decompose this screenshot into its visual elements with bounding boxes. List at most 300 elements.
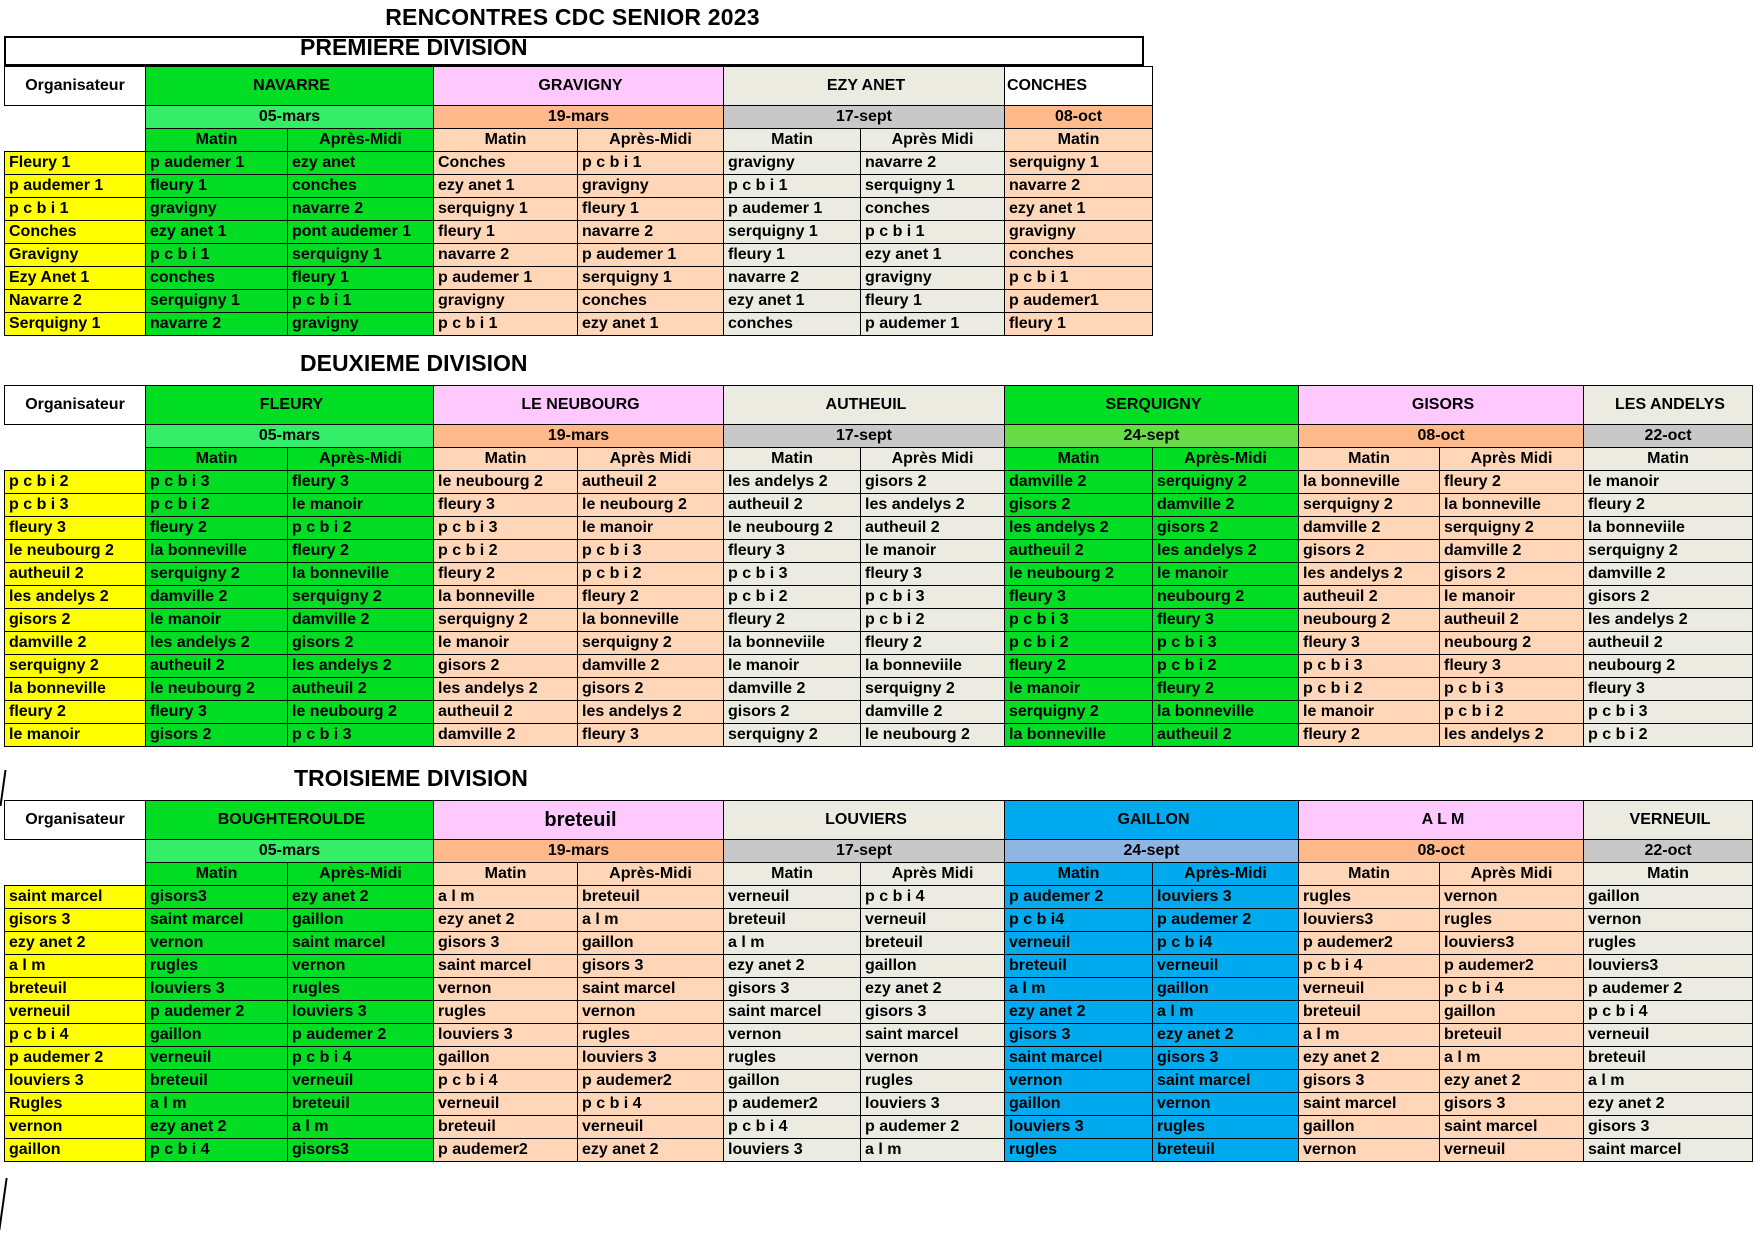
opponent-cell: gisors 3 [1299, 1070, 1440, 1093]
session-label: Matin [724, 448, 861, 471]
opponent-cell: breteuil [1584, 1047, 1753, 1070]
session-label: Matin [434, 448, 578, 471]
opponent-cell: breteuil [724, 909, 861, 932]
opponent-cell: conches [146, 267, 288, 290]
opponent-cell: breteuil [1440, 1024, 1584, 1047]
session-label: Après-Midi [288, 129, 434, 152]
team-name: le manoir [5, 724, 146, 747]
opponent-cell: gisors 3 [434, 932, 578, 955]
table-row [5, 1047, 1753, 1070]
team-name: serquigny 2 [5, 655, 146, 678]
session-label: Matin [1005, 448, 1153, 471]
opponent-cell: louviers3 [1584, 955, 1753, 978]
opponent-cell: p c b i 1 [578, 152, 724, 175]
session-label: Matin [1299, 863, 1440, 886]
table-row [5, 609, 1753, 632]
table-row [5, 152, 1153, 175]
session-label: Matin [724, 129, 861, 152]
team-name: p c b i 3 [5, 494, 146, 517]
opponent-cell: le manoir [434, 632, 578, 655]
table-row [5, 701, 1753, 724]
opponent-cell: fleury 2 [288, 540, 434, 563]
opponent-cell: p c b i 1 [146, 244, 288, 267]
host-name: FLEURY [146, 386, 434, 425]
opponent-cell: navarre 2 [288, 198, 434, 221]
opponent-cell: p c b i 4 [1584, 1001, 1753, 1024]
team-name: Rugles [5, 1093, 146, 1116]
opponent-cell: gisors 3 [724, 978, 861, 1001]
session-row [5, 448, 1753, 471]
opponent-cell: saint marcel [861, 1024, 1005, 1047]
opponent-cell: saint marcel [146, 909, 288, 932]
opponent-cell: serquigny 2 [1584, 540, 1753, 563]
opponent-cell: ezy anet 2 [1584, 1093, 1753, 1116]
opponent-cell: damville 2 [288, 609, 434, 632]
opponent-cell: vernon [288, 955, 434, 978]
opponent-cell: fleury 3 [578, 724, 724, 747]
opponent-cell: les andelys 2 [1584, 609, 1753, 632]
opponent-cell: p audemer 1 [578, 244, 724, 267]
opponent-cell: p c b i 3 [1440, 678, 1584, 701]
opponent-cell: le neubourg 2 [434, 471, 578, 494]
host-name: GISORS [1299, 386, 1584, 425]
opponent-cell: le manoir [1005, 678, 1153, 701]
opponent-cell: a l m [1440, 1047, 1584, 1070]
table-row [5, 1070, 1753, 1093]
host-date: 19-mars [434, 106, 724, 129]
opponent-cell: breteuil [861, 932, 1005, 955]
opponent-cell: fleury 3 [288, 471, 434, 494]
opponent-cell: a l m [1584, 1070, 1753, 1093]
host-date: 17-sept [724, 106, 1005, 129]
opponent-cell: gaillon [1153, 978, 1299, 1001]
opponent-cell: gisors 2 [288, 632, 434, 655]
opponent-cell: gaillon [1584, 886, 1753, 909]
opponent-cell: louviers 3 [288, 1001, 434, 1024]
team-name: verneuil [5, 1001, 146, 1024]
host-name: AUTHEUIL [724, 386, 1005, 425]
opponent-cell: autheuil 2 [1005, 540, 1153, 563]
session-label: Après Midi [861, 863, 1005, 886]
opponent-cell: breteuil [1299, 1001, 1440, 1024]
opponent-cell: breteuil [1153, 1139, 1299, 1162]
host-date: 17-sept [724, 840, 1005, 863]
opponent-cell: autheuil 2 [1153, 724, 1299, 747]
opponent-cell: les andelys 2 [1299, 563, 1440, 586]
session-label: Après Midi [861, 129, 1005, 152]
opponent-cell: serquigny 2 [146, 563, 288, 586]
opponent-cell: a l m [861, 1139, 1005, 1162]
host-name: VERNEUIL [1584, 801, 1753, 840]
opponent-cell: ezy anet 1 [724, 290, 861, 313]
session-label: Matin [434, 129, 578, 152]
session-label: Après-Midi [288, 863, 434, 886]
opponent-cell: la bonneviile [724, 632, 861, 655]
opponent-cell: louviers 3 [146, 978, 288, 1001]
opponent-cell: louviers 3 [578, 1047, 724, 1070]
opponent-cell: autheuil 2 [1299, 586, 1440, 609]
opponent-cell: saint marcel [724, 1001, 861, 1024]
opponent-cell: gisors 2 [724, 701, 861, 724]
session-label: Après Midi [578, 448, 724, 471]
opponent-cell: damville 2 [1005, 471, 1153, 494]
table-row [5, 175, 1153, 198]
opponent-cell: autheuil 2 [1440, 609, 1584, 632]
opponent-cell: gaillon [861, 955, 1005, 978]
opponent-cell: louviers 3 [1005, 1116, 1153, 1139]
host-date: 22-oct [1584, 425, 1753, 448]
opponent-cell: a l m [1299, 1024, 1440, 1047]
opponent-cell: gisors 2 [1005, 494, 1153, 517]
team-name: Serquigny 1 [5, 313, 146, 336]
team-name: p audemer 1 [5, 175, 146, 198]
opponent-cell: ezy anet 1 [578, 313, 724, 336]
session-label: Après-Midi [288, 448, 434, 471]
opponent-cell: p audemer 2 [1005, 886, 1153, 909]
division-3-table [4, 800, 1753, 1162]
opponent-cell: gisors 3 [1584, 1116, 1753, 1139]
opponent-cell: la bonneviile [861, 655, 1005, 678]
table-row [5, 221, 1153, 244]
opponent-cell: ezy anet 2 [434, 909, 578, 932]
team-name: vernon [5, 1116, 146, 1139]
division-1-title-frame [4, 36, 1144, 66]
table-row [5, 494, 1753, 517]
opponent-cell: vernon [578, 1001, 724, 1024]
team-name: damville 2 [5, 632, 146, 655]
table-row [5, 955, 1753, 978]
opponent-cell: p c b i 3 [1005, 609, 1153, 632]
opponent-cell: damville 2 [578, 655, 724, 678]
team-name: Fleury 1 [5, 152, 146, 175]
host-row [5, 386, 1753, 425]
opponent-cell: p c b i 3 [578, 540, 724, 563]
opponent-cell: fleury 2 [578, 586, 724, 609]
table-row [5, 655, 1753, 678]
host-date: 24-sept [1005, 840, 1299, 863]
opponent-cell: fleury 1 [578, 198, 724, 221]
opponent-cell: ezy anet 1 [861, 244, 1005, 267]
table-row [5, 517, 1753, 540]
table-row [5, 1093, 1753, 1116]
opponent-cell: gaillon [1440, 1001, 1584, 1024]
opponent-cell: breteuil [578, 886, 724, 909]
opponent-cell: p c b i 1 [1005, 267, 1153, 290]
opponent-cell: ezy anet 2 [861, 978, 1005, 1001]
opponent-cell: damville 2 [1153, 494, 1299, 517]
opponent-cell: fleury 1 [434, 221, 578, 244]
opponent-cell: gisors 3 [578, 955, 724, 978]
opponent-cell: autheuil 2 [724, 494, 861, 517]
division-1-title: PREMIERE DIVISION [300, 34, 528, 60]
table-row [5, 563, 1753, 586]
opponent-cell: conches [724, 313, 861, 336]
opponent-cell: gisors 2 [1153, 517, 1299, 540]
opponent-cell: les andelys 2 [724, 471, 861, 494]
opponent-cell: neubourg 2 [1440, 632, 1584, 655]
opponent-cell: rugles [1440, 909, 1584, 932]
opponent-cell: damville 2 [1440, 540, 1584, 563]
opponent-cell: p audemer 2 [146, 1001, 288, 1024]
opponent-cell: p c b i 2 [1153, 655, 1299, 678]
host-name: LOUVIERS [724, 801, 1005, 840]
opponent-cell: serquigny 1 [146, 290, 288, 313]
opponent-cell: gisors 2 [1440, 563, 1584, 586]
opponent-cell: verneuil [861, 909, 1005, 932]
opponent-cell: le manoir [861, 540, 1005, 563]
opponent-cell: saint marcel [1440, 1116, 1584, 1139]
team-name: Gravigny [5, 244, 146, 267]
opponent-cell: louviers 3 [861, 1093, 1005, 1116]
opponent-cell: fleury 2 [434, 563, 578, 586]
opponent-cell: fleury 2 [1584, 494, 1753, 517]
session-label: Matin [1584, 863, 1753, 886]
opponent-cell: saint marcel [288, 932, 434, 955]
opponent-cell: p c b i 4 [724, 1116, 861, 1139]
session-label: Après-Midi [1153, 448, 1299, 471]
team-name: breteuil [5, 978, 146, 1001]
opponent-cell: le manoir [1153, 563, 1299, 586]
opponent-cell: ezy anet 1 [146, 221, 288, 244]
table-row [5, 1001, 1753, 1024]
team-name: le neubourg 2 [5, 540, 146, 563]
host-date: 08-oct [1299, 840, 1584, 863]
opponent-cell: pont audemer 1 [288, 221, 434, 244]
organizer-label: Organisateur [5, 67, 146, 106]
opponent-cell: serquigny 2 [578, 632, 724, 655]
opponent-cell: ezy anet 2 [1299, 1047, 1440, 1070]
opponent-cell: verneuil [1584, 1024, 1753, 1047]
session-label: Après Midi [1440, 448, 1584, 471]
opponent-cell: p audemer 1 [861, 313, 1005, 336]
opponent-cell: p audemer2 [724, 1093, 861, 1116]
blank-cell [5, 106, 146, 152]
opponent-cell: le neubourg 2 [724, 517, 861, 540]
opponent-cell: p c b i 2 [1299, 678, 1440, 701]
opponent-cell: louviers3 [1299, 909, 1440, 932]
opponent-cell: p audemer2 [1440, 955, 1584, 978]
organizer-label: Organisateur [5, 386, 146, 425]
opponent-cell: navarre 2 [1005, 175, 1153, 198]
team-name: gisors 2 [5, 609, 146, 632]
opponent-cell: gisors 2 [578, 678, 724, 701]
table-row [5, 267, 1153, 290]
date-row [5, 425, 1753, 448]
host-name: EZY ANET [724, 67, 1005, 106]
opponent-cell: p c b i 3 [434, 517, 578, 540]
opponent-cell: rugles [288, 978, 434, 1001]
opponent-cell: breteuil [146, 1070, 288, 1093]
opponent-cell: navarre 2 [861, 152, 1005, 175]
opponent-cell: p audemer 1 [434, 267, 578, 290]
host-name: A L M [1299, 801, 1584, 840]
opponent-cell: gisors3 [146, 886, 288, 909]
team-name: p audemer 2 [5, 1047, 146, 1070]
host-date: 19-mars [434, 840, 724, 863]
opponent-cell: conches [1005, 244, 1153, 267]
opponent-cell: la bonneville [578, 609, 724, 632]
opponent-cell: a l m [724, 932, 861, 955]
host-date: 05-mars [146, 840, 434, 863]
host-name: LES ANDELYS [1584, 386, 1753, 425]
opponent-cell: autheuil 2 [146, 655, 288, 678]
opponent-cell: autheuil 2 [434, 701, 578, 724]
opponent-cell: p c b i 2 [1584, 724, 1753, 747]
opponent-cell: serquigny 2 [1440, 517, 1584, 540]
opponent-cell: rugles [861, 1070, 1005, 1093]
table-row [5, 244, 1153, 267]
opponent-cell: les andelys 2 [434, 678, 578, 701]
opponent-cell: serquigny 1 [861, 175, 1005, 198]
opponent-cell: rugles [1299, 886, 1440, 909]
opponent-cell: fleury 1 [724, 244, 861, 267]
opponent-cell: saint marcel [434, 955, 578, 978]
opponent-cell: serquigny 1 [1005, 152, 1153, 175]
team-name: Ezy Anet 1 [5, 267, 146, 290]
opponent-cell: serquigny 2 [724, 724, 861, 747]
session-label: Matin [724, 863, 861, 886]
opponent-cell: gisors 3 [861, 1001, 1005, 1024]
opponent-cell: rugles [146, 955, 288, 978]
opponent-cell: neubourg 2 [1299, 609, 1440, 632]
opponent-cell: rugles [1584, 932, 1753, 955]
opponent-cell: gisors 2 [861, 471, 1005, 494]
opponent-cell: rugles [1005, 1139, 1153, 1162]
table-row [5, 978, 1753, 1001]
host-name: LE NEUBOURG [434, 386, 724, 425]
opponent-cell: navarre 2 [434, 244, 578, 267]
opponent-cell: la bonneviile [1584, 517, 1753, 540]
opponent-cell: louviers 3 [1153, 886, 1299, 909]
opponent-cell: gaillon [434, 1047, 578, 1070]
opponent-cell: les andelys 2 [146, 632, 288, 655]
session-label: Matin [146, 448, 288, 471]
opponent-cell: saint marcel [1005, 1047, 1153, 1070]
opponent-cell: p c b i 2 [724, 586, 861, 609]
opponent-cell: gaillon [146, 1024, 288, 1047]
opponent-cell: louviers3 [1440, 932, 1584, 955]
opponent-cell: p c b i 2 [578, 563, 724, 586]
opponent-cell: p audemer 1 [724, 198, 861, 221]
opponent-cell: p audemer 2 [1153, 909, 1299, 932]
team-name: gisors 3 [5, 909, 146, 932]
opponent-cell: autheuil 2 [1584, 632, 1753, 655]
opponent-cell: neubourg 2 [1153, 586, 1299, 609]
opponent-cell: vernon [1299, 1139, 1440, 1162]
host-name: GRAVIGNY [434, 67, 724, 106]
opponent-cell: gravigny [724, 152, 861, 175]
host-date: 22-oct [1584, 840, 1753, 863]
opponent-cell: ezy anet 2 [578, 1139, 724, 1162]
opponent-cell: fleury 3 [1005, 586, 1153, 609]
opponent-cell: la bonneville [1005, 724, 1153, 747]
opponent-cell: p c b i 3 [861, 586, 1005, 609]
opponent-cell: conches [578, 290, 724, 313]
opponent-cell: verneuil [1440, 1139, 1584, 1162]
opponent-cell: p c b i 2 [434, 540, 578, 563]
opponent-cell: verneuil [1153, 955, 1299, 978]
opponent-cell: rugles [578, 1024, 724, 1047]
opponent-cell: p c b i 2 [1005, 632, 1153, 655]
session-label: Après Midi [861, 448, 1005, 471]
opponent-cell: saint marcel [1153, 1070, 1299, 1093]
host-name: CONCHES [1005, 67, 1153, 106]
session-label: Matin [1005, 863, 1153, 886]
host-date: 05-mars [146, 425, 434, 448]
opponent-cell: p audemer1 [1005, 290, 1153, 313]
opponent-cell: saint marcel [1584, 1139, 1753, 1162]
opponent-cell: serquigny 2 [434, 609, 578, 632]
opponent-cell: fleury 2 [861, 632, 1005, 655]
opponent-cell: verneuil [1005, 932, 1153, 955]
opponent-cell: a l m [1005, 978, 1153, 1001]
opponent-cell: ezy anet [288, 152, 434, 175]
opponent-cell: saint marcel [578, 978, 724, 1001]
opponent-cell: navarre 2 [146, 313, 288, 336]
opponent-cell: verneuil [724, 886, 861, 909]
opponent-cell: breteuil [1005, 955, 1153, 978]
opponent-cell: autheuil 2 [288, 678, 434, 701]
opponent-cell: ezy anet 2 [146, 1116, 288, 1139]
team-name: fleury 2 [5, 701, 146, 724]
opponent-cell: p c b i 2 [1440, 701, 1584, 724]
opponent-cell: ezy anet 2 [1440, 1070, 1584, 1093]
opponent-cell: fleury 3 [434, 494, 578, 517]
opponent-cell: gravigny [288, 313, 434, 336]
opponent-cell: navarre 2 [578, 221, 724, 244]
opponent-cell: p c b i4 [1153, 932, 1299, 955]
opponent-cell: les andelys 2 [1440, 724, 1584, 747]
opponent-cell: p audemer2 [1299, 932, 1440, 955]
opponent-cell: ezy anet 2 [1153, 1024, 1299, 1047]
opponent-cell: gisors 3 [1005, 1024, 1153, 1047]
session-row [5, 863, 1753, 886]
opponent-cell: ezy anet 2 [288, 886, 434, 909]
host-name: GAILLON [1005, 801, 1299, 840]
opponent-cell: fleury 3 [1153, 609, 1299, 632]
opponent-cell: p c b i 1 [724, 175, 861, 198]
table-row [5, 932, 1753, 955]
opponent-cell: la bonneville [288, 563, 434, 586]
opponent-cell: rugles [724, 1047, 861, 1070]
opponent-cell: breteuil [288, 1093, 434, 1116]
opponent-cell: fleury 2 [1153, 678, 1299, 701]
opponent-cell: breteuil [434, 1116, 578, 1139]
opponent-cell: fleury 2 [1299, 724, 1440, 747]
opponent-cell: gravigny [434, 290, 578, 313]
opponent-cell: damville 2 [724, 678, 861, 701]
opponent-cell: conches [288, 175, 434, 198]
host-row [5, 67, 1153, 106]
opponent-cell: Conches [434, 152, 578, 175]
pen-mark [0, 1178, 14, 1230]
opponent-cell: vernon [1440, 886, 1584, 909]
opponent-cell: le manoir [578, 517, 724, 540]
table-row [5, 1116, 1753, 1139]
session-label: Après Midi [1440, 863, 1584, 886]
division-2-title: DEUXIEME DIVISION [300, 350, 528, 376]
opponent-cell: fleury 3 [861, 563, 1005, 586]
opponent-cell: le neubourg 2 [578, 494, 724, 517]
opponent-cell: fleury 2 [1005, 655, 1153, 678]
organizer-label: Organisateur [5, 801, 146, 840]
opponent-cell: gravigny [146, 198, 288, 221]
date-row [5, 840, 1753, 863]
opponent-cell: ezy anet 1 [1005, 198, 1153, 221]
blank-cell [5, 425, 146, 471]
opponent-cell: p c b i 4 [434, 1070, 578, 1093]
opponent-cell: damville 2 [434, 724, 578, 747]
